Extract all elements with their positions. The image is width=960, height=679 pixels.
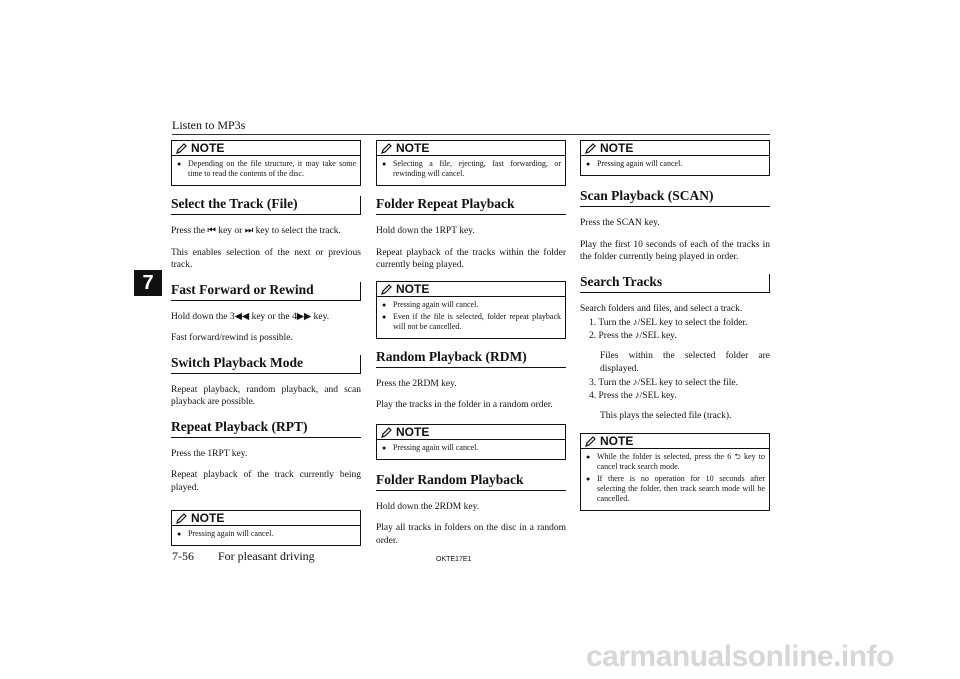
note-item [382,300,561,310]
paragraph: Play the tracks in the folder in a random order. [376,400,553,410]
section-heading: Select the Track (File) [171,196,361,215]
note-box [580,433,770,511]
note-header [172,511,360,526]
step-detail: This plays the selected file (track). [600,411,732,421]
bullet-icon: ● [586,160,591,168]
paragraph: Press the 1RPT key. [171,448,248,459]
running-header: Listen to MP3s [172,118,246,132]
page-number: 7-56 [172,549,194,563]
watermark: carmanualsonline.info [586,640,894,673]
paragraph: Hold down the 1RPT key. [376,226,475,236]
section-heading: Fast Forward or Rewind [171,282,361,301]
note-box [376,424,566,460]
note-header [377,425,565,440]
note-label: NOTE [600,433,634,448]
note-text: Pressing again will cancel. [393,299,479,309]
paragraph: Search folders and files, and select a track. [580,303,743,314]
paragraph: Repeat playback of the tracks within the folder currently being played. [376,247,566,270]
section-heading: Search Tracks [580,274,770,293]
note-item [586,452,765,472]
paragraph: Play the first 10 seconds of each of the tracks in the folder currently being played in order. [580,239,770,262]
column-2 [376,140,566,556]
section-name: For pleasant driving [218,549,315,563]
note-pencil-icon [176,512,188,524]
document-code: OKTE17E1 [436,556,472,563]
paragraph: Play all tracks in folders on the disc in a random order. [376,523,566,546]
section-heading: Folder Random Playback [376,472,566,491]
paragraph: Fast forward/rewind is possible. [171,333,293,343]
paragraph: Hold down the 3◀◀ key or the 4▶▶ key. [171,311,330,322]
paragraph: Repeat playback, random playback, and scan playback are possible. [171,384,361,407]
page-footer [172,549,315,564]
paragraph: This enables selection of the next or previous track. [171,247,361,270]
note-pencil-icon [381,142,393,154]
note-pencil-icon [585,142,597,154]
note-header [581,141,769,156]
bullet-icon: ● [177,530,182,538]
note-item [586,474,765,504]
note-pencil-icon [381,426,393,438]
bullet-icon: ● [382,443,387,452]
bullet-icon: ● [382,160,387,168]
bullet-icon: ● [382,312,387,321]
note-text: Depending on the file structure, it may take some time to read the contents of the disc. [188,159,356,178]
note-pencil-icon [381,283,393,295]
note-text: Selecting a file, ejecting, fast forwarding, or rewinding will cancel. [393,159,561,178]
note-label: NOTE [191,141,225,155]
section-heading: Switch Playback Mode [171,355,361,374]
note-box [376,281,566,339]
section-heading: Scan Playback (SCAN) [580,188,770,207]
column-1 [171,140,361,556]
note-text: Pressing again will cancel. [188,529,274,538]
note-text: Even if the file is selected, folder repeat playback will not be cancelled. [393,311,561,331]
step-item: 1. Turn the ♪/SEL key to select the folder. [589,318,748,328]
bullet-icon: ● [586,474,591,483]
note-label: NOTE [396,141,430,155]
note-item [586,159,765,169]
bullet-icon: ● [177,160,182,168]
step-item: 2. Press the ♪/SEL key. [589,330,677,341]
paragraph: Press the 2RDM key. [376,378,457,389]
step-item: 3. Turn the ♪/SEL key to select the file. [589,378,738,388]
chapter-tab: 7 [134,270,162,296]
note-item [382,443,561,453]
note-label: NOTE [600,141,634,155]
step-item: 4. Press the ♪/SEL key. [589,390,677,401]
note-text: While the folder is selected, press the 6 ⮌ key to cancel track search mode. [597,451,765,471]
section-heading: Repeat Playback (RPT) [171,419,361,438]
note-pencil-icon [176,142,188,154]
note-box [376,140,566,186]
note-label: NOTE [396,424,430,439]
note-box [171,140,361,186]
paragraph: Press the SCAN key. [580,218,660,228]
note-label: NOTE [396,281,430,296]
paragraph: Repeat playback of the track currently being played. [171,470,361,493]
note-text: Pressing again will cancel. [597,159,683,168]
column-3 [580,140,770,521]
section-heading: Random Playback (RDM) [376,349,566,368]
note-text: Pressing again will cancel. [393,442,479,452]
header-rule [172,134,770,135]
note-header [377,141,565,156]
note-header [172,141,360,156]
section-heading: Folder Repeat Playback [376,196,566,215]
note-item [382,312,561,332]
step-detail: Files within the selected folder are displayed. [600,351,770,374]
paragraph: Press the ⏮ key or ⏭ key to select the track. [171,226,341,236]
note-item [177,529,356,539]
note-box [580,140,770,176]
note-header [377,282,565,297]
note-header [581,434,769,449]
bullet-icon: ● [586,452,591,461]
note-box [171,510,361,546]
paragraph: Hold down the 2RDM key. [376,501,480,512]
bullet-icon: ● [382,300,387,309]
note-item [382,159,561,179]
note-item [177,159,356,179]
note-text: If there is no operation for 10 seconds after selecting the folder, then track search mode will be cancelled. [597,473,765,503]
note-pencil-icon [585,435,597,447]
note-label: NOTE [191,511,225,525]
